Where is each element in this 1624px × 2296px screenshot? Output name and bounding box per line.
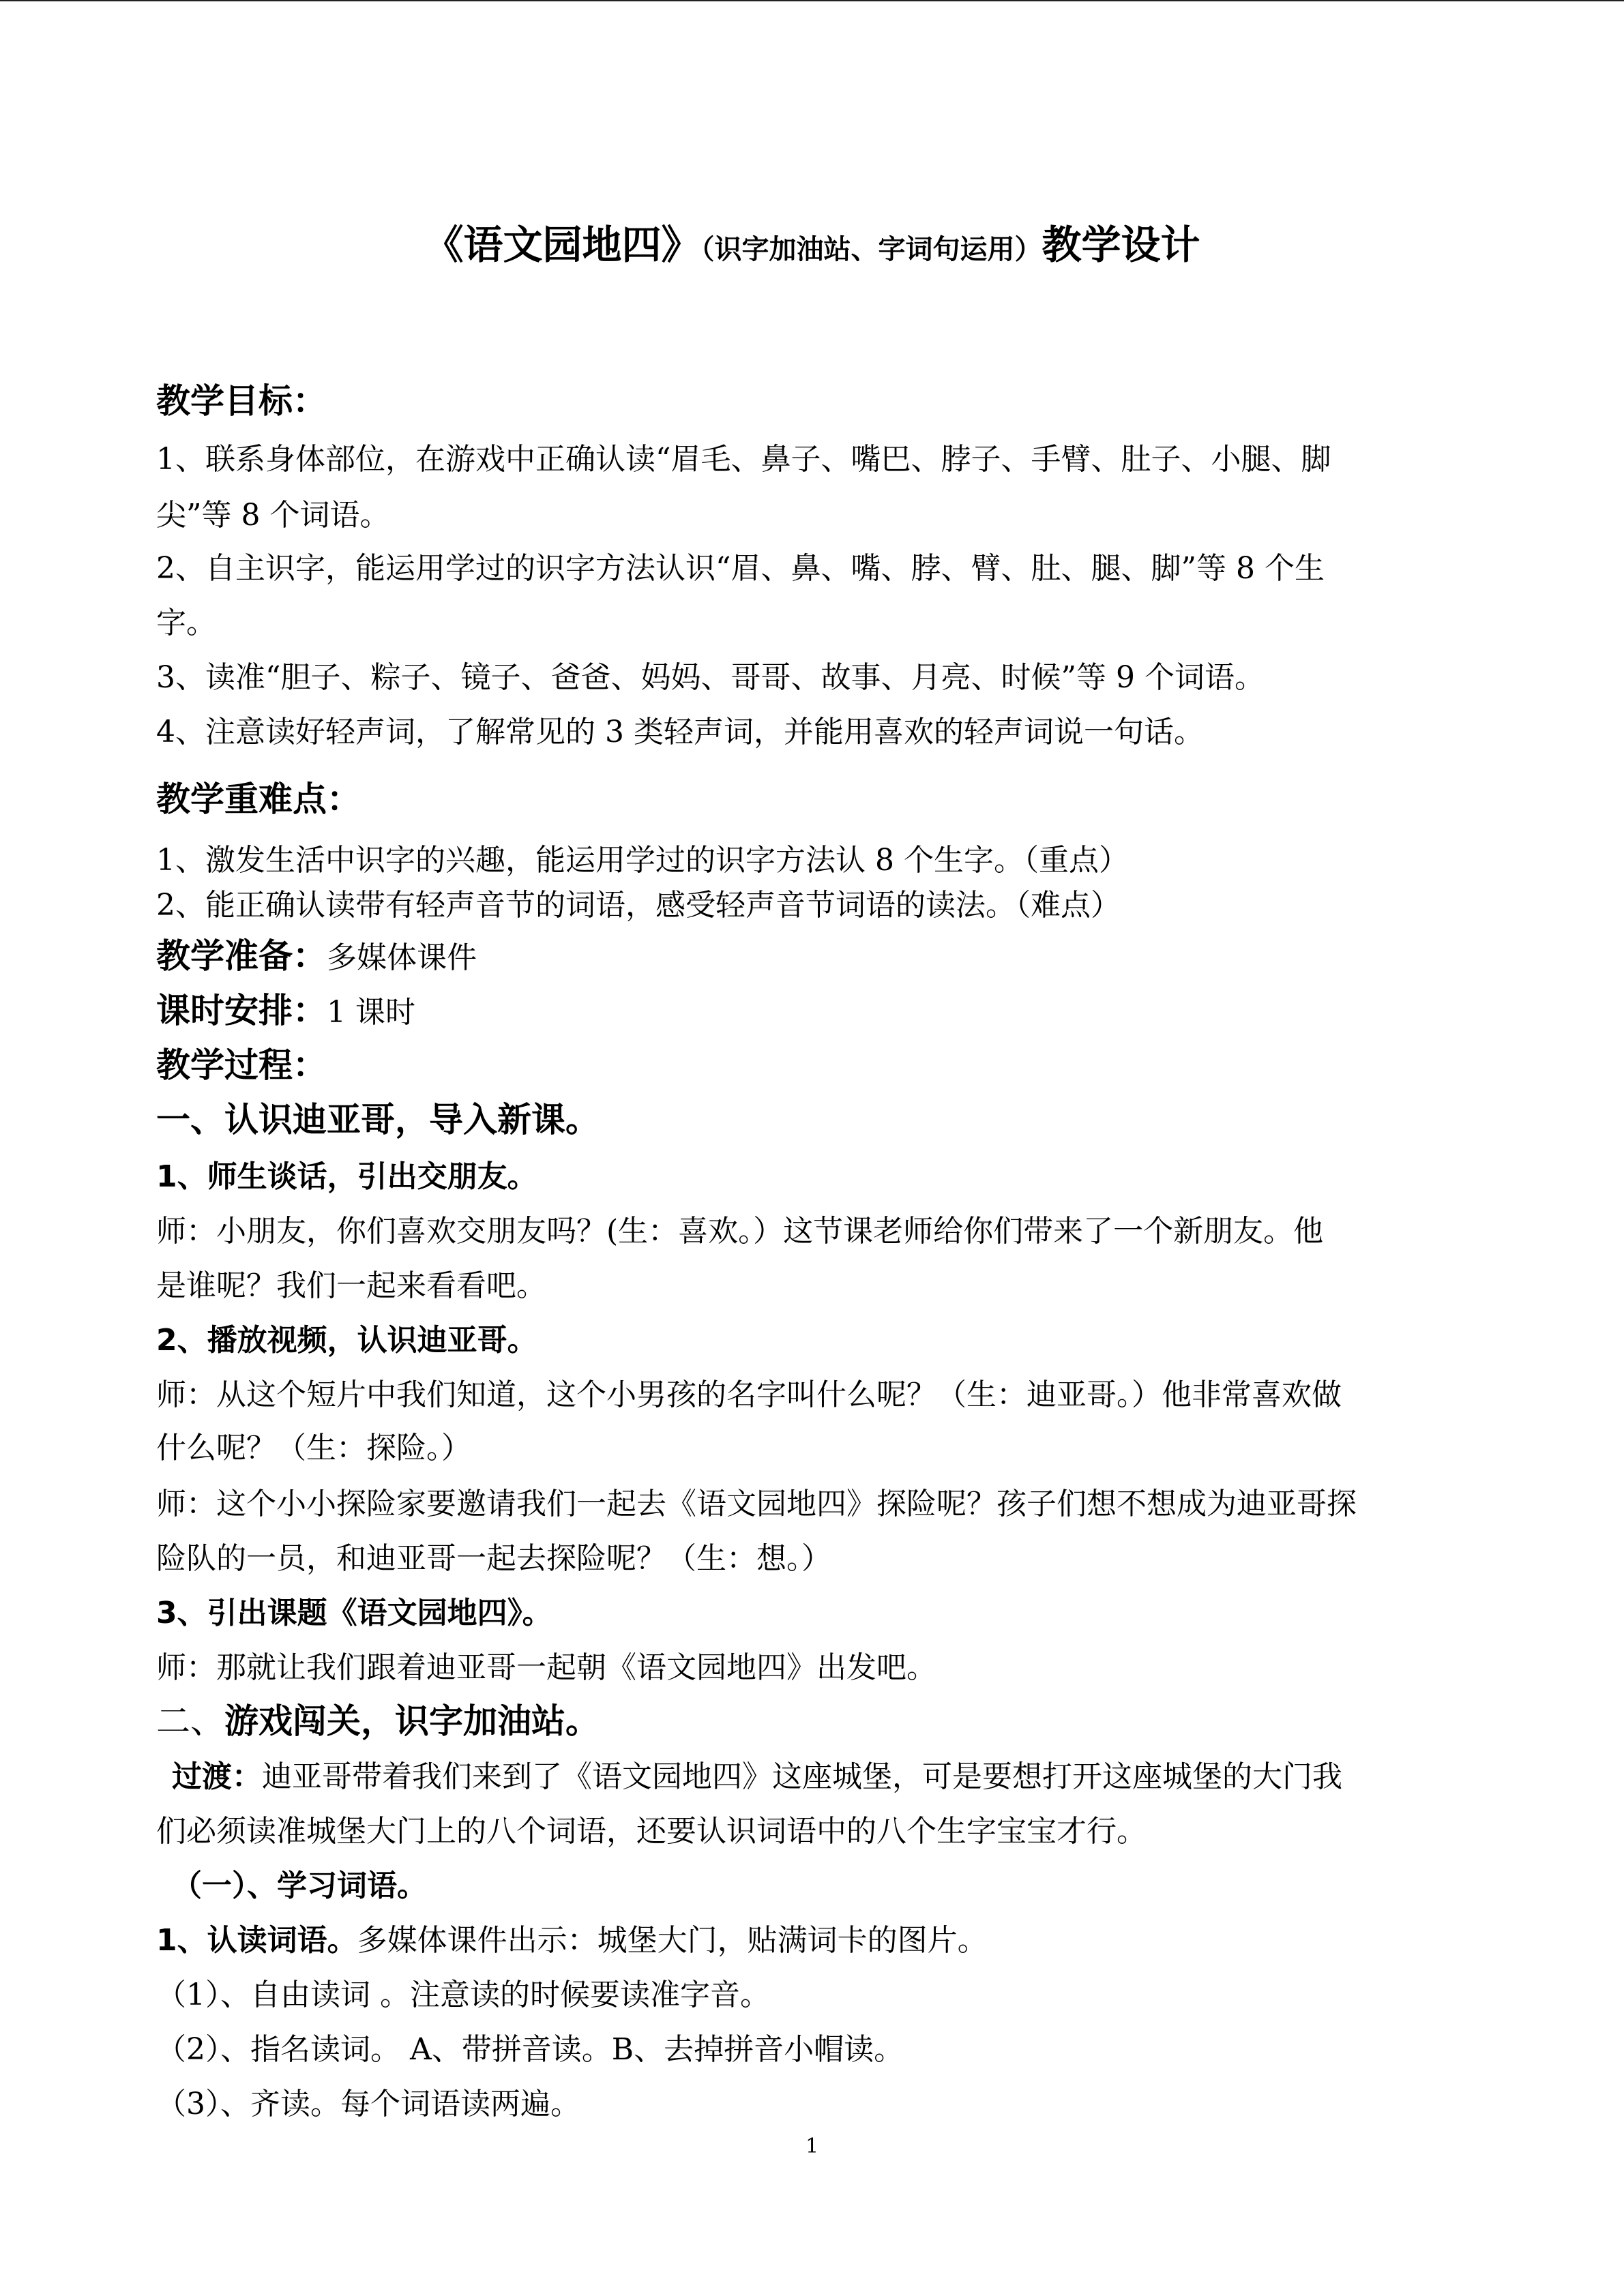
objective-1-line-1: 1、联系身体部位，在游戏中正确认读“眉毛、鼻子、嘴巴、脖子、手臂、肚子、小腿、脚 bbox=[156, 442, 1331, 477]
item-1-text: 多媒体课件出示：城堡大门，贴满词卡的图片。 bbox=[357, 1923, 988, 1958]
part1-step-2-text-2: 什么呢？（生：探险。） bbox=[156, 1431, 471, 1465]
part2-subsection-1: （一）、学习词语。 bbox=[172, 1868, 427, 1903]
objective-2-line-1: 2、自主识字，能运用学过的识字方法认识“眉、鼻、嘴、脖、臂、肚、腿、脚”等 8 个生 bbox=[156, 551, 1325, 586]
document-title bbox=[0, 213, 1624, 270]
part1-heading: 一、认识迪亚哥，导入新课。 bbox=[156, 1100, 600, 1139]
prep-label: 教学准备： bbox=[156, 936, 327, 976]
title-main: 《语文园地四》 bbox=[424, 222, 701, 268]
keypoint-2: 2、能正确认读带有轻声音节的词语，感受轻声音节词语的读法。（难点） bbox=[156, 888, 1121, 923]
part1-step-2-text-1: 师：从这个短片中我们知道，这个小男孩的名字叫什么呢？（生：迪亚哥。）他非常喜欢做 bbox=[156, 1377, 1342, 1412]
item-1-label: 1、认读词语。 bbox=[156, 1923, 357, 1958]
part2-heading-prefix: 二、 bbox=[156, 1701, 224, 1741]
process-heading: 教学过程： bbox=[156, 1045, 327, 1085]
part1-step-1-text-1: 师：小朋友，你们喜欢交朋友吗？(生：喜欢。）这节课老师给你们带来了一个新朋友。他 bbox=[156, 1214, 1324, 1249]
part1-step-3-text: 师：那就让我们跟着迪亚哥一起朝《语文园地四》出发吧。 bbox=[156, 1650, 936, 1685]
page-number: 1 bbox=[805, 2134, 819, 2158]
part1-step-2-text-3: 师：这个小小探险家要邀请我们一起去《语文园地四》探险呢？孩子们想不想成为迪亚哥探 bbox=[156, 1487, 1357, 1521]
schedule-value: 1 课时 bbox=[327, 995, 415, 1030]
objective-3: 3、读准“胆子、粽子、镜子、爸爸、妈妈、哥哥、故事、月亮、时候”等 9 个词语。 bbox=[156, 660, 1265, 695]
part1-step-2: 2、播放视频，认识迪亚哥。 bbox=[156, 1323, 537, 1358]
transition-line-1 bbox=[172, 1758, 1342, 1796]
part2-heading-text: 游戏闯关，识字加油站。 bbox=[224, 1701, 600, 1741]
transition-label: 过渡： bbox=[172, 1759, 262, 1794]
objective-1-line-2: 尖”等 8 个词语。 bbox=[156, 498, 390, 533]
part2-point-2: （2）、指名读词。 A、带拼音读。B、去掉拼音小帽读。 bbox=[156, 2032, 904, 2067]
prep-line bbox=[156, 937, 477, 977]
part1-step-2-text-4: 险队的一员，和迪亚哥一起去探险呢？（生：想。） bbox=[156, 1541, 831, 1576]
transition-line-2: 们必须读准城堡大门上的八个词语，还要认识词语中的八个生字宝宝才行。 bbox=[156, 1814, 1147, 1849]
title-sub: （识字加油站、字词句运用） bbox=[700, 234, 1042, 265]
schedule-label: 课时安排： bbox=[156, 991, 327, 1030]
title-end: 教学设计 bbox=[1042, 222, 1200, 268]
part2-heading bbox=[156, 1702, 600, 1740]
transition-text-1: 迪亚哥带着我们来到了《语文园地四》这座城堡，可是要想打开这座城堡的大门我 bbox=[262, 1759, 1342, 1794]
part2-point-1: （1）、自由读词 。注意读的时候要读准字音。 bbox=[156, 1978, 770, 2012]
part2-item-1 bbox=[156, 1922, 988, 1960]
part2-point-3: （3）、齐读。每个词语读两遍。 bbox=[156, 2087, 580, 2121]
part1-step-3: 3、引出课题《语文园地四》。 bbox=[156, 1596, 552, 1630]
schedule-line bbox=[156, 992, 415, 1032]
keypoint-1: 1、激发生活中识字的兴趣，能运用学过的识字方法认 8 个生字。（重点） bbox=[156, 843, 1129, 878]
prep-value: 多媒体课件 bbox=[327, 940, 477, 975]
part1-step-1: 1、师生谈话，引出交朋友。 bbox=[156, 1159, 537, 1194]
objectives-heading: 教学目标： bbox=[156, 381, 327, 421]
objective-2-line-2: 字。 bbox=[156, 606, 216, 640]
objective-4: 4、注意读好轻声词，了解常见的 3 类轻声词，并能用喜欢的轻声词说一句话。 bbox=[156, 715, 1204, 749]
part1-step-1-text-2: 是谁呢？我们一起来看看吧。 bbox=[156, 1268, 546, 1303]
keypoints-heading: 教学重难点： bbox=[156, 779, 361, 819]
